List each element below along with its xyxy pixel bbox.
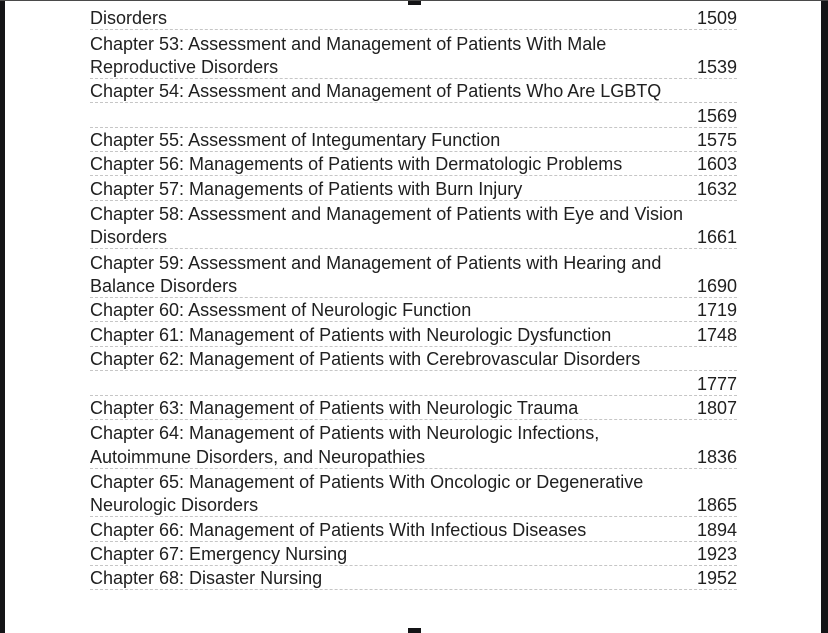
toc-page-number: 1807 — [696, 397, 737, 418]
toc-entry-title: Chapter 56: Managements of Patients with Dermatologic Problems — [90, 154, 623, 175]
toc-row — [90, 298, 737, 322]
toc-row — [90, 249, 737, 273]
toc-entry-title: Chapter 55: Assessment of Integumentary Function — [90, 130, 501, 151]
toc-entry-title: Chapter 61: Management of Patients with Neurologic Dysfunction — [90, 324, 612, 345]
toc-page-number: 1923 — [696, 543, 737, 564]
toc-entry-title: Chapter 57: Managements of Patients with Burn Injury — [90, 178, 523, 199]
toc-row — [90, 30, 737, 54]
bottom-center-notch — [408, 628, 421, 633]
top-center-notch — [408, 1, 421, 5]
toc-page-number: 1690 — [696, 276, 737, 297]
toc-row — [90, 566, 737, 590]
toc-page-number: 1894 — [696, 519, 737, 540]
toc-row — [90, 469, 737, 493]
toc-row — [90, 371, 737, 395]
toc-page-number: 1569 — [696, 105, 737, 126]
toc-page-number: 1836 — [696, 446, 737, 467]
toc-entry-title: Neurologic Disorders — [90, 495, 259, 516]
toc-entry-title: Chapter 65: Management of Patients With Oncologic or Degenerative — [90, 471, 644, 492]
toc-row — [90, 322, 737, 346]
toc-row — [90, 201, 737, 225]
toc-entry-title: Chapter 63: Management of Patients with Neurologic Trauma — [90, 397, 579, 418]
toc-row — [90, 274, 737, 298]
toc-list — [90, 6, 737, 590]
toc-entry-title: Reproductive Disorders — [90, 57, 279, 78]
toc-row — [90, 444, 737, 468]
toc-page-number: 1661 — [696, 227, 737, 248]
toc-entry-title: Chapter 59: Assessment and Management of Patients with Hearing and — [90, 252, 662, 273]
toc-entry-title: Balance Disorders — [90, 276, 238, 297]
toc-page-number: 1603 — [696, 154, 737, 175]
toc-row — [90, 6, 737, 30]
toc-entry-title: Autoimmune Disorders, and Neuropathies — [90, 446, 426, 467]
toc-entry-title: Chapter 60: Assessment of Neurologic Function — [90, 300, 472, 321]
toc-row — [90, 542, 737, 566]
toc-row — [90, 128, 737, 152]
toc-row — [90, 79, 737, 103]
toc-row — [90, 176, 737, 200]
toc-page-number: 1777 — [696, 373, 737, 394]
toc-page-number: 1632 — [696, 178, 737, 199]
toc-entry-title: Chapter 68: Disaster Nursing — [90, 568, 323, 589]
toc-entry-title: Chapter 53: Assessment and Management of Patients With Male — [90, 33, 607, 54]
toc-entry-title: Chapter 58: Assessment and Management of Patients with Eye and Vision — [90, 204, 684, 225]
toc-row — [90, 152, 737, 176]
toc-row — [90, 347, 737, 371]
toc-row — [90, 55, 737, 79]
toc-row — [90, 493, 737, 517]
toc-entry-title: Chapter 54: Assessment and Management of Patients Who Are LGBTQ — [90, 81, 662, 102]
toc-entry-title: Chapter 64: Management of Patients with Neurologic Infections, — [90, 423, 600, 444]
toc-row — [90, 396, 737, 420]
toc-page-number: 1719 — [696, 300, 737, 321]
toc-row — [90, 103, 737, 127]
toc-entry-title: Chapter 66: Management of Patients With Infectious Diseases — [90, 519, 587, 540]
right-edge-bar — [821, 1, 828, 633]
toc-page-number: 1748 — [696, 324, 737, 345]
toc-page-number: 1509 — [696, 8, 737, 29]
toc-entry-title: Disorders — [90, 8, 168, 29]
toc-row — [90, 517, 737, 541]
toc-page-number: 1539 — [696, 57, 737, 78]
toc-row — [90, 420, 737, 444]
toc-row — [90, 225, 737, 249]
toc-entry-title: Disorders — [90, 227, 168, 248]
toc-entry-title: Chapter 62: Management of Patients with Cerebrovascular Disorders — [90, 349, 641, 370]
toc-page-number: 1865 — [696, 495, 737, 516]
toc-page-number: 1575 — [696, 130, 737, 151]
toc-page-number: 1952 — [696, 568, 737, 589]
left-edge-bar — [0, 1, 5, 633]
toc-entry-title: Chapter 67: Emergency Nursing — [90, 543, 348, 564]
